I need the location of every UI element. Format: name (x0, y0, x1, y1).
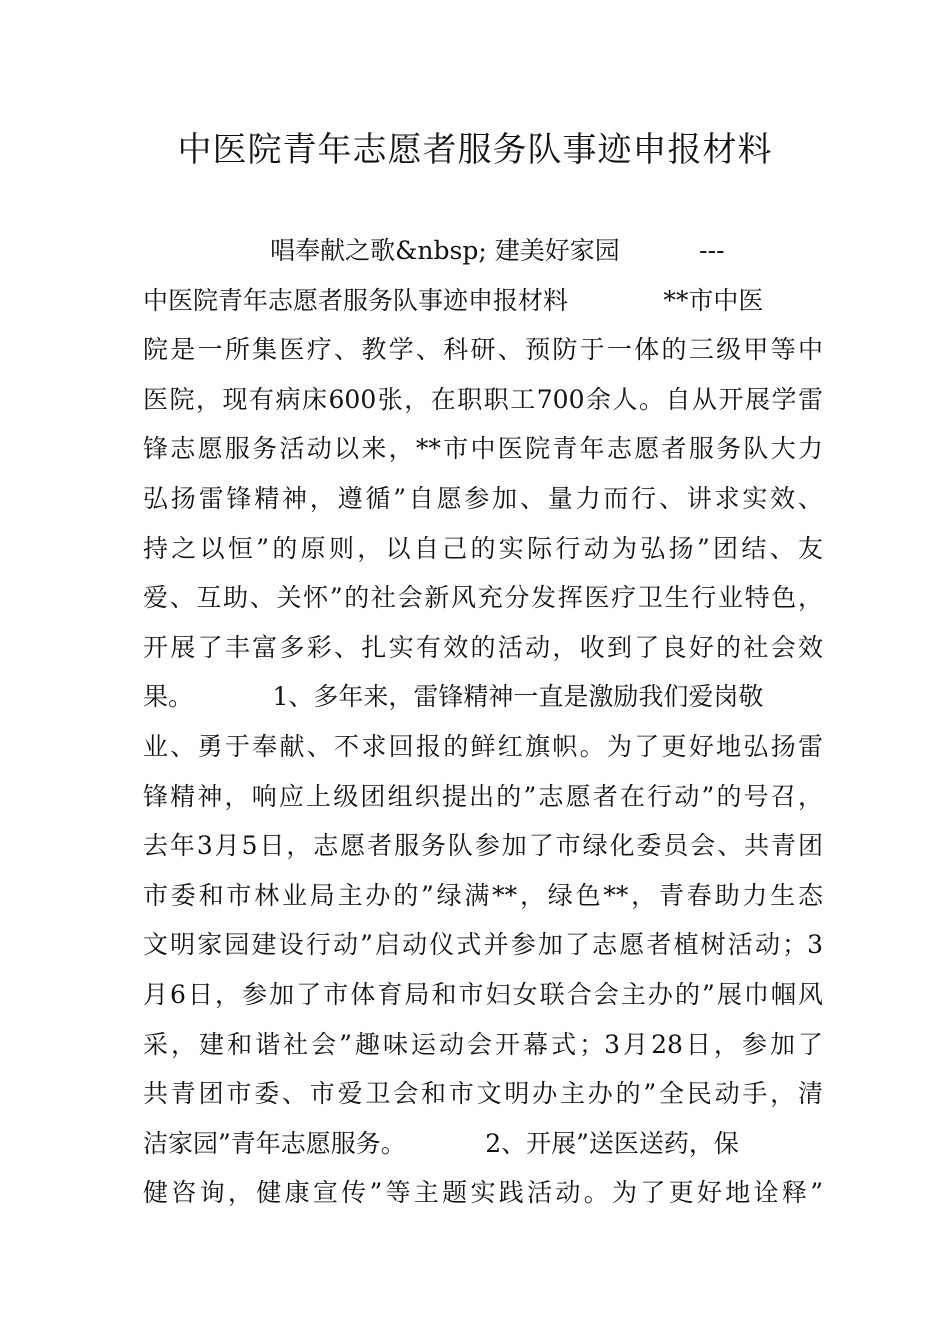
body-line: 唱奉献之歌&nbsp; 建美好家园 --- (143, 236, 725, 265)
body-line: 弘扬雷锋精神，遵循”自愿参加、量力而行、讲求实效、 (143, 483, 823, 513)
body-line: 锋精神，响应上级团组织提出的”志愿者在行动”的号召， (143, 781, 823, 811)
body-line: 去年3月5日，志愿者服务队参加了市绿化委员会、共青团 (143, 831, 823, 861)
body-line: 中医院青年志愿者服务队事迹申报材料 **市中医 (143, 285, 764, 315)
body-line: 共青团市委、市爱卫会和市文明办主办的”全民动手，清 (143, 1079, 823, 1109)
body-line: 采，建和谐社会”趣味运动会开幕式；3月28日，参加了 (143, 1029, 823, 1059)
body-line: 月6日，参加了市体育局和市妇女联合会主办的”展巾帼风 (143, 979, 823, 1009)
body-line: 持之以恒”的原则，以自己的实际行动为弘扬”团结、友 (143, 533, 823, 563)
body-line: 开展了丰富多彩、扎实有效的活动，收到了良好的社会效 (143, 632, 823, 662)
body-line: 洁家园”青年志愿服务。 2、开展”送医送药，保 (143, 1128, 739, 1158)
body-line: 果。 1、多年来，雷锋精神一直是激励我们爱岗敬 (143, 682, 764, 712)
body-line: 院是一所集医疗、教学、科研、预防于一体的三级甲等中 (143, 335, 823, 365)
body-line: 爱、互助、关怀”的社会新风充分发挥医疗卫生行业特色， (143, 583, 823, 613)
document-body (143, 226, 823, 1218)
document-title: 中医院青年志愿者服务队事迹申报材料 (177, 130, 773, 170)
body-line: 文明家园建设行动”启动仪式并参加了志愿者植树活动；3 (143, 930, 823, 960)
body-line: 健咨询，健康宣传”等主题实践活动。为了更好地诠释” (143, 1178, 823, 1208)
body-line: 市委和市林业局主办的”绿满**，绿色**，青春助力生态 (143, 880, 823, 910)
body-line: 业、勇于奉献、不求回报的鲜红旗帜。为了更好地弘扬雷 (143, 731, 823, 761)
body-line: 医院，现有病床600张，在职职工700余人。自从开展学雷 (143, 384, 823, 414)
body-line: 锋志愿服务活动以来，**市中医院青年志愿者服务队大力 (143, 434, 823, 464)
